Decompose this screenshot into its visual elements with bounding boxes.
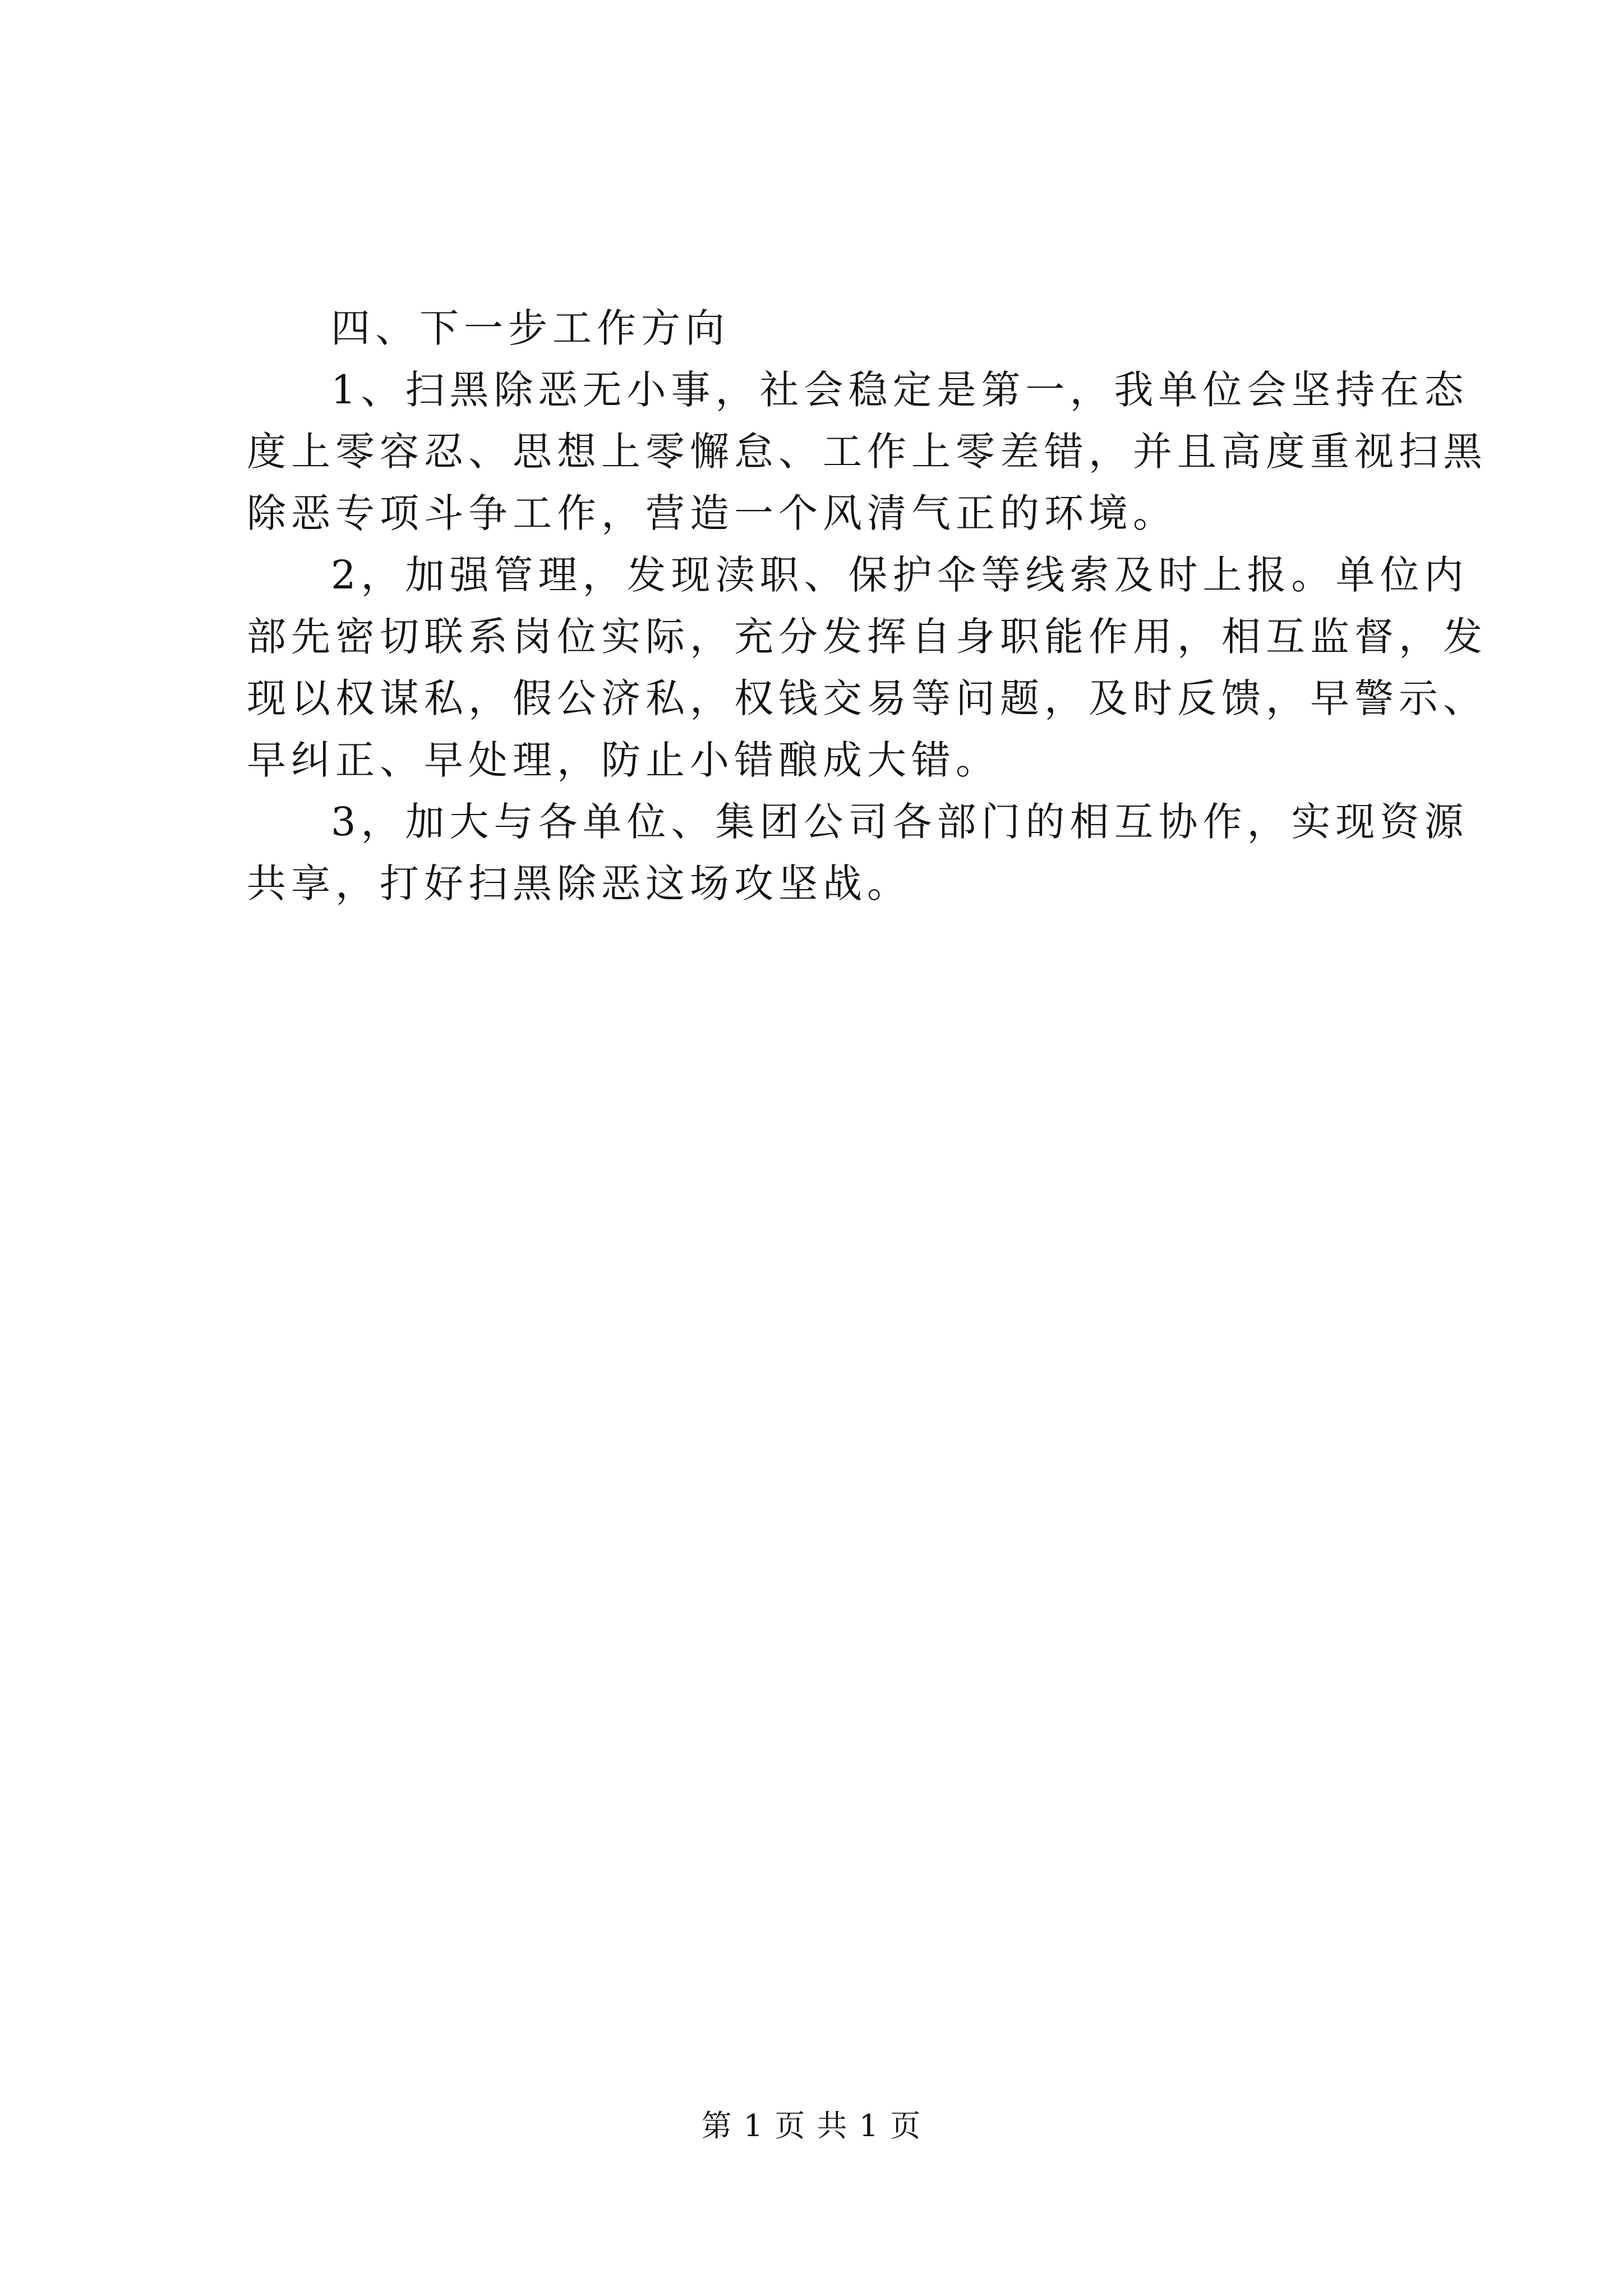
paragraph-line: 早纠正、早处理，防止小错酿成大错。 — [247, 737, 1000, 783]
section-heading: 四、下一步工作方向 — [331, 305, 730, 351]
paragraph-1 — [247, 359, 1487, 544]
paragraph-line: 度上零容忍、思想上零懈怠、工作上零差错，并且高度重视扫黑 — [247, 429, 1487, 475]
paragraph-3 — [247, 791, 1469, 914]
paragraph-line: 现以权谋私，假公济私，权钱交易等问题，及时反馈，早警示、 — [247, 675, 1487, 721]
paragraph-line: 1、扫黑除恶无小事，社会稳定是第一，我单位会坚持在态 — [331, 367, 1469, 413]
paragraph-line: 部先密切联系岗位实际，充分发挥自身职能作用，相互监督，发 — [247, 614, 1487, 660]
paragraph-2 — [247, 544, 1487, 791]
paragraph-line: 2，加强管理，发现渎职、保护伞等线索及时上报。单位内 — [331, 552, 1469, 598]
paragraph-line: 除恶专项斗争工作，营造一个风清气正的环境。 — [247, 490, 1177, 536]
document-body — [247, 297, 1487, 914]
paragraph-line: 3，加大与各单位、集团公司各部门的相互协作，实现资源 — [331, 799, 1469, 845]
paragraph-line: 共享，打好扫黑除恶这场攻坚战。 — [247, 861, 911, 907]
page-footer: 第 1 页 共 1 页 — [701, 2108, 922, 2143]
